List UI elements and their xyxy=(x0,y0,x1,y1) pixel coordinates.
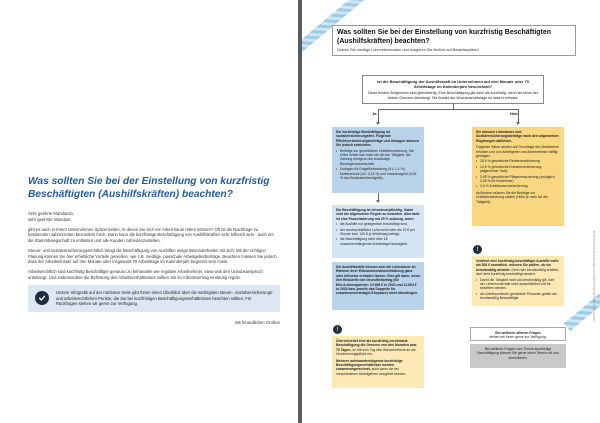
questions-body: Bei weiteren Fragen zum Thema kurzfristige Beschäftigung können Sie gerne einen Termin mit uns vereinbaren. xyxy=(477,347,559,360)
yes-box-social-security xyxy=(332,127,424,193)
left-page xyxy=(0,0,298,423)
tip-box-limits xyxy=(332,336,424,388)
arrow-down-icon xyxy=(376,122,380,125)
list-item: • Beiträge zur gesetzlichen Unfallversicherung. Die Höhe richtet sich nach der Art der Tätigkeit, der Zahlung erfolgt an die zuständige Berufsgenossenschaft. xyxy=(336,149,420,167)
no-box-list xyxy=(476,159,560,188)
checkmark-icon xyxy=(35,291,49,305)
tip-1-body: Denn wer berufsmäßig arbeitet, darf nicht kurzfristig beschäftigt werden. xyxy=(476,267,559,277)
no-box-heading: Sie müssen Lohnsteuer und Sozialversicherungsbeiträge nach den allgemeinen Regelungen abführen. xyxy=(476,130,559,143)
tip-box-earnings xyxy=(472,256,564,306)
closing: Mit freundlichen Grüßen xyxy=(235,319,280,325)
article-title: Was sollten Sie bei der Einstellung von kurzfristig Beschäftigten (Aushilfskräften) beachten? xyxy=(28,176,270,200)
greeting-line-1: Sehr geehrte Mandantin, xyxy=(28,211,75,216)
label-yes: Ja xyxy=(372,111,377,116)
infobox-text: Unsere Infografik auf der nächsten Seite gibt Ihnen einen Überblick über die wichtigsten steuer-, sozialversicherungs- und arbeitsrechtlichen Punkte, die Sie bei kurzfristigen Beschäftigungsverhältnissen beachten sollten. Für Rückfragen stehen wir gerne zur Verfügung. xyxy=(56,289,274,307)
tip-2-heading-2: Mehrere aufeinanderfolgende kurzfristige Beschäftigungsverhältnisse werden zusammengerechnet, xyxy=(336,358,403,372)
questions-heading: Bei weiteren offenen Fragen xyxy=(495,331,541,335)
question-text: Ist die Beschäftigung der Aushilfskraft im Unternehmen auf drei Monate oder 70 Arbeitstage im Kalenderjahr beschränkt? xyxy=(377,79,529,89)
list-item: • 3,05 % gesetzliche Pflegeversicherung (zuzüglich 0,35 % für Kinderlose) xyxy=(476,175,560,184)
yes-box-2-heading: Die Beschäftigung ist lohnsteuerpflichtig. Dabei sind die allgemeinen Regeln zu beachten. Alternativ ist eine Pauschalierung mit 25 % zulässig, wenn: xyxy=(336,208,420,221)
list-item: • die Aushilfe nur gelegentlich beschäftigt wird, xyxy=(336,222,420,226)
label-no: Nein xyxy=(510,111,519,116)
list-item: • Als Arbeitsuchende gemeldete Personen gelten als berufsmäßig Beschäftigte. xyxy=(476,292,560,301)
tip-2-heading: Überschreitet eine als kurzfristig vereinbarte Beschäftigung die Grenzen von drei Monaten bzw. 70 Tagen, xyxy=(336,339,418,352)
greeting-line-2: sehr geehrter Mandant, xyxy=(28,216,72,222)
questions-body-box xyxy=(470,344,566,368)
questions-subheading: stehen wir Ihnen gerne zur Verfügung. xyxy=(489,335,547,340)
list-item: • 14,6 % gesetzliche Krankenversicherung (allgemeiner Satz) xyxy=(476,165,560,174)
side-note: Hinweis: Die Angaben sind ohne Gewähr und stellen keine Rechtsberatung dar. xyxy=(593,230,596,322)
list-item: • 2,6 % Arbeitslosenversicherung xyxy=(476,184,560,188)
yes-box-1-list xyxy=(336,149,420,181)
lightbulb-icon: ! xyxy=(333,325,342,334)
list-item: • Umlagen für Entgeltfortzahlung (U1: 1,1 %), Mutterschutz (U2: 0,24 %) und Insolvenzgeld (0,06 % des Bruttoarbeitsentgelts). xyxy=(336,167,420,180)
tip-2-body: so tritt vom Tag des Überschreitens an die Versicherungspflicht ein. xyxy=(336,347,416,357)
tip-2-body-2: auch wenn sie bei verschiedenen Arbeitgebern ausgeübt wurden. xyxy=(336,367,407,376)
yes-box-1-heading: Die kurzfristige Beschäftigung ist sozialversicherungsfrei. Folgende Pflichtversicherungsbeiträge und Umlagen müssen Sie jedoch entrichten: xyxy=(336,130,419,148)
connector xyxy=(378,109,379,123)
right-page xyxy=(302,0,600,423)
list-item: • Damit die Tätigkeit nicht als berufsmäßig gilt, darf der Lebensunterhalt nicht ausschließlich mit ihr bestritten werden. xyxy=(476,278,560,291)
decision-question xyxy=(362,75,544,104)
arrow-down-icon xyxy=(516,122,520,125)
infographic-header xyxy=(332,25,576,56)
arrow-down-icon xyxy=(376,200,380,203)
yes-box-tax-refund xyxy=(332,262,424,310)
list-item: • 18,6 % gesetzliche Rentenversicherung xyxy=(476,159,560,163)
infographic-title-box xyxy=(332,25,576,56)
list-item: • die Beschäftigung nicht über 18 zusammenhängende Arbeitstage hinausgeht. xyxy=(336,237,420,246)
infographic-subtitle: Nutzen Sie niedrige Lohnnebenkosten und reagieren Sie flexibel auf Bedarfsspitzen! xyxy=(337,47,479,52)
greeting xyxy=(28,211,280,222)
connector xyxy=(378,109,518,110)
yes-box-income-tax xyxy=(332,205,424,258)
no-box-contributions xyxy=(472,127,564,226)
article-paragraph-1: gibt es auch in Ihrem Unternehmen Spitzenzeiten, in denen Sie sich vor Arbeit kaum retten können? Oft ist die Nachfrage zu bestimmten Jahreszeiten besonders hoch. Dann kann die kurzfristige Beschäftigung von Aushilfskräften sehr hilfreich sein - auch um die Stammbelegschaft zu entlasten und alle Kunden zufriedenzustellen. xyxy=(28,226,274,243)
tip-1-list xyxy=(476,278,560,301)
question-subtext: Diese beiden Zeitgrenzen sind gleichwertig. Eine Beschäftigung gilt dann als kurzfristig, wenn sie keine der beiden Grenzen übersteigt. Die Anzahl der Wochenarbeitstage ist dabei irrelevant. xyxy=(368,91,538,100)
article-paragraph-3: Arbeitsrechtlich sind kurzfristig Beschäftigte genauso zu behandeln wie reguläre Arbeitnehmer, etwa was den Urlaubsanspruch anbelangt. Und insbesondere die Befristung des Arbeitsverhältnisses sollten Sie im Arbeitsvertrag eindeutig regeln. xyxy=(28,269,263,280)
no-box-footer: Außerdem müssen Sie die Beiträge zur Unfallversicherung zahlen (Höhe je nach Art der Tätigkeit). xyxy=(476,190,548,204)
lightbulb-icon: ! xyxy=(473,245,482,254)
article xyxy=(28,176,280,330)
yes-box-2-list xyxy=(336,222,420,246)
article-paragraph-2: Steuer- und sozialversicherungsrechtlich bringt die Beschäftigung von Aushilfen einige Besonderheiten mit sich: Mit der richtigen Planung können Sie hier erhebliche Vorteile genießen, wie z.B. niedrige, pauschale Arbeitgeberbeiträge. Beachten müssen Sie jedoch, dass der Arbeitseinsatz auf drei Monate oder insgesamt 70 Arbeitstage im Kalenderjahr begrenzt sein muss. xyxy=(28,247,278,265)
infographic-title: Was sollten Sie bei der Einstellung von kurzfristig Beschäftigten (Aushilfskräften) beachten? xyxy=(337,29,571,46)
questions-header-box xyxy=(470,327,566,341)
yes-box-3-text: Die Aushilfskräfte können sich die Lohnsteuer im Rahmen ihrer Einkommensteuererklärung ganz oder teilweise erstatten lassen. Dies gilt dann, wenn ihre Einkünfte den Grundfreibetrag (für Ehe-/Lebenspartner: 10.908 € in 2023 und 11.604 € in 2024 bzw. jeweils das Doppelte für zusammenveranlagte Ehepaare) nicht übersteigen. xyxy=(336,265,420,296)
infobox xyxy=(28,285,280,312)
list-item: • der durchschnittliche Lohn nicht mehr als 15 € pro Stunde bzw. 120 € je Arbeitstag beträgt, xyxy=(336,228,420,237)
no-box-intro: Folgende Sätze werden auf Grundlage des Bruttolohns erhoben und von Arbeitgeber und Arbeitnehmer hälftig getragen: xyxy=(476,145,559,159)
tip-1-heading: Verdient eine kurzfristig beschäftigte Aushilfe mehr als 520 € monatlich, müssen Sie prüfen, ob sie berufsmäßig arbeitet. xyxy=(476,259,559,272)
